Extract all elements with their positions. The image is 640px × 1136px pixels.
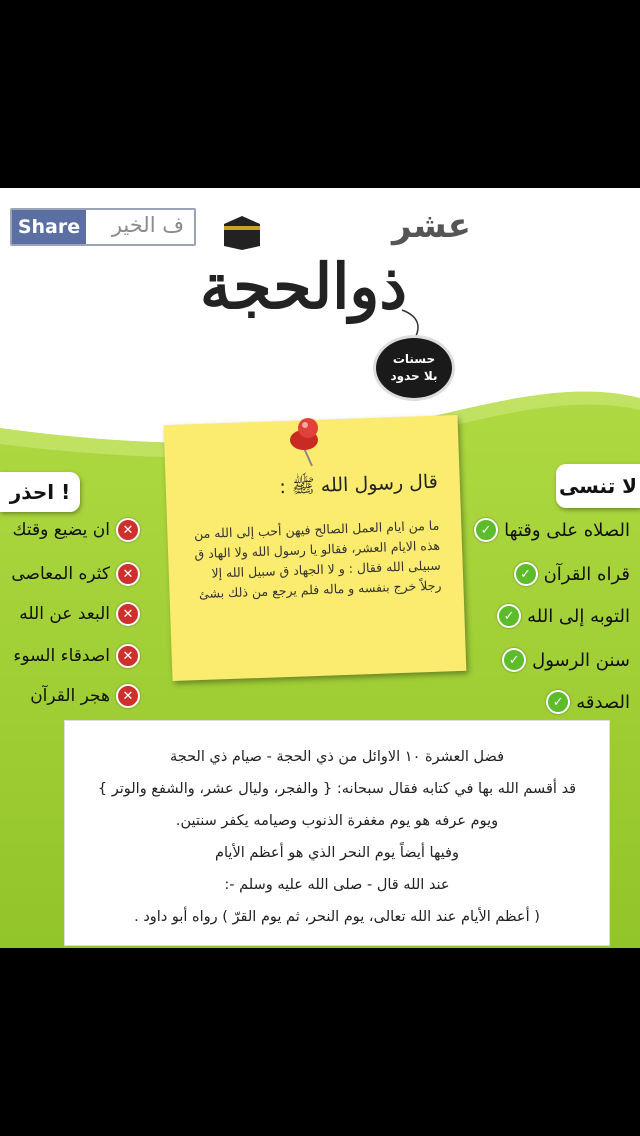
remind-item bbox=[514, 562, 630, 586]
share-widget bbox=[10, 208, 196, 246]
info-box bbox=[64, 720, 610, 946]
badge-line-1: حسنات bbox=[392, 352, 436, 366]
warn-item bbox=[19, 602, 140, 626]
check-icon: ✓ bbox=[502, 648, 526, 672]
tag-string-icon bbox=[398, 308, 428, 342]
remind-item-label: الصدقه bbox=[576, 691, 630, 713]
warn-item bbox=[13, 644, 140, 668]
remind-item-label: التوبه إلى الله bbox=[527, 605, 630, 627]
remind-item-label: الصلاه على وقتها bbox=[504, 519, 630, 541]
info-line: قد أقسم الله بها في كتابه فقال سبحانه: { والفجر، وليال عشر، والشفع والوتر } bbox=[97, 781, 577, 797]
cross-icon: ✕ bbox=[116, 602, 140, 626]
info-line: ( أعظم الأيام عند الله تعالى، يوم النحر، ثم يوم القرّ ) رواه أبو داود . bbox=[134, 909, 540, 925]
note-title: قال رسول الله ﷺ : bbox=[279, 470, 439, 499]
info-line: وفيها أيضاً يوم النحر الذي هو أعظم الأيام bbox=[215, 845, 459, 861]
warn-item-label: كثره المعاصى bbox=[11, 564, 110, 584]
kaaba-icon bbox=[222, 214, 262, 250]
title-prefix: عشر bbox=[392, 206, 471, 246]
cross-icon: ✕ bbox=[116, 684, 140, 708]
remind-item bbox=[502, 648, 630, 672]
info-line: عند الله قال - صلى الله عليه وسلم -: bbox=[224, 877, 450, 893]
cross-icon: ✕ bbox=[116, 644, 140, 668]
remind-item bbox=[546, 690, 630, 714]
remind-item-label: سنن الرسول bbox=[532, 649, 630, 671]
note-body: ما من ايام العمل الصالح فيهن أحب إلى الله من هذه الايام العشر، فقالو يا رسول الله ولا الهاد ق سبيلى الله فقال : و لا الجهاد ق سبيل الله إلا رجلاً خرج بنفسه و ماله فلم يرجع من ذلك بشئ bbox=[193, 517, 442, 602]
warn-heading: احذر ! bbox=[0, 472, 80, 512]
warn-item bbox=[30, 684, 140, 708]
cross-icon: ✕ bbox=[116, 518, 140, 542]
warn-item-label: ان يضيع وقتك bbox=[12, 520, 110, 540]
check-icon: ✓ bbox=[514, 562, 538, 586]
page-title: ذوالحجة bbox=[200, 250, 407, 323]
badge-line-2: بلا حدود bbox=[390, 369, 438, 383]
info-line: ويوم عرفه هو يوم مغفرة الذنوب وصيامه يكفر سنتين. bbox=[175, 813, 499, 829]
warn-item bbox=[13, 518, 140, 542]
warn-item-label: هجر القرآن bbox=[30, 686, 110, 706]
remind-item-label: قراه القرآن bbox=[543, 563, 630, 585]
warn-item-label: اصدقاء السوء bbox=[13, 646, 110, 666]
pushpin-icon bbox=[282, 414, 332, 474]
check-icon: ✓ bbox=[474, 518, 498, 542]
share-button[interactable]: Share bbox=[12, 210, 86, 244]
hasanat-badge bbox=[376, 338, 452, 398]
share-caption: ف الخير bbox=[111, 213, 184, 237]
info-line: فضل العشرة ١٠ الاوائل من ذي الحجة - صيام ذي الحجة bbox=[169, 749, 505, 765]
warn-item-label: البعد عن الله bbox=[19, 604, 110, 624]
check-icon: ✓ bbox=[546, 690, 570, 714]
remind-item bbox=[474, 518, 630, 542]
check-icon: ✓ bbox=[497, 604, 521, 628]
remind-item bbox=[497, 604, 630, 628]
warn-item bbox=[11, 562, 140, 586]
remind-heading: لا تنسى bbox=[556, 464, 640, 508]
cross-icon: ✕ bbox=[116, 562, 140, 586]
infographic-card bbox=[0, 188, 640, 948]
